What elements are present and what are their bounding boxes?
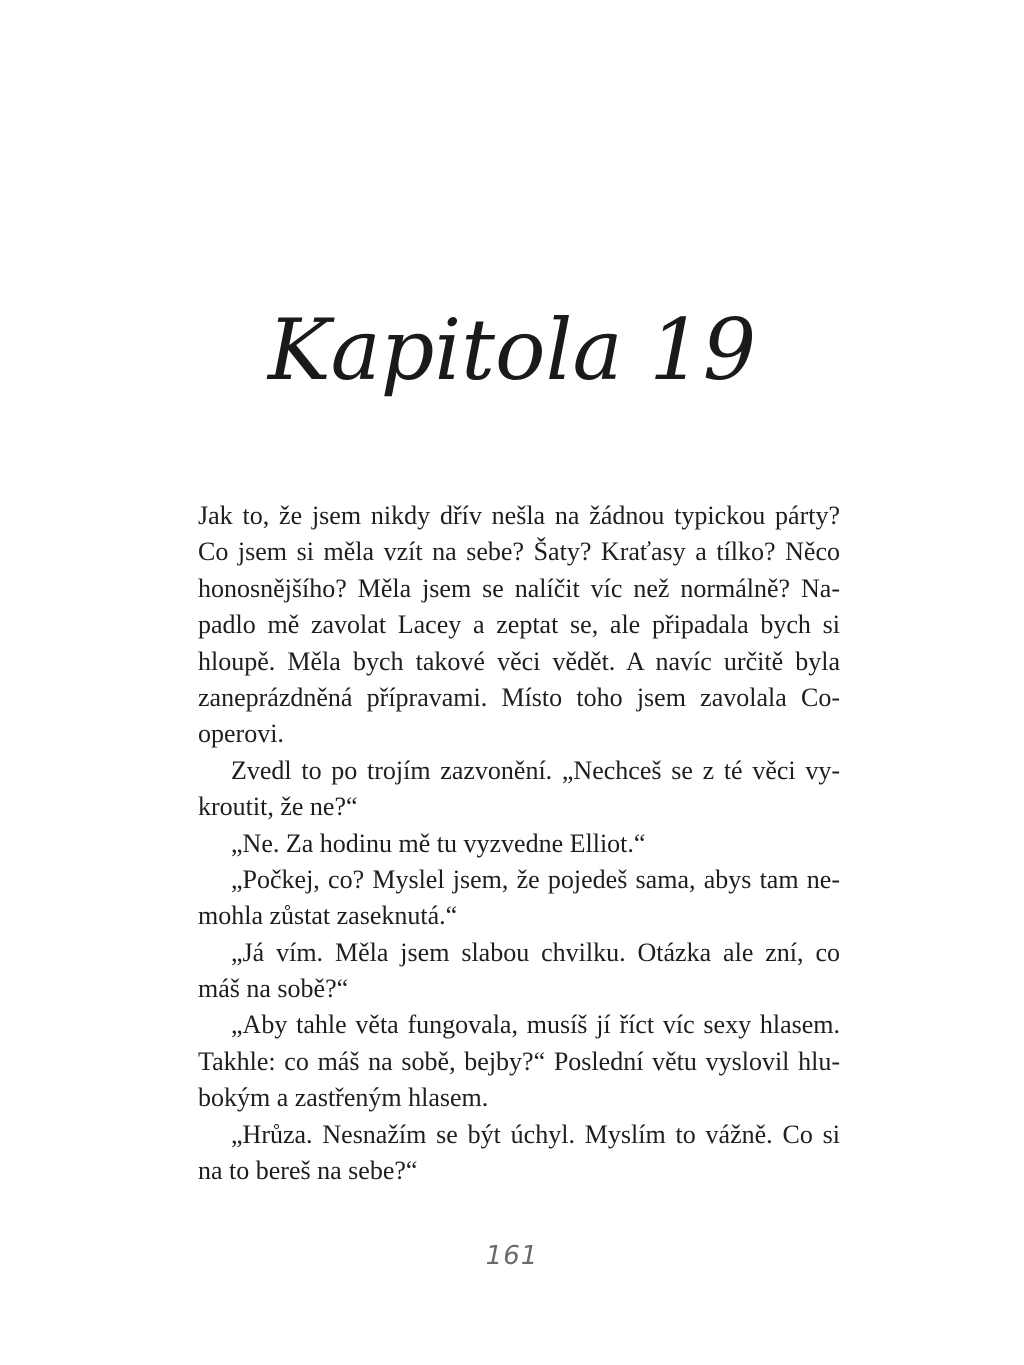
text-line: zaneprázdněná přípravami. Místo toho jsem zavolala Co- — [198, 682, 840, 712]
text-line: hloupě. Měla bych takové věci vědět. A navíc určitě byla — [198, 646, 840, 676]
text-line: padlo mě zavolat Lacey a zeptat se, ale připadala bych si — [198, 610, 840, 640]
text-line: „Počkej, co? Myslel jsem, že pojedeš sama, abys tam ne- — [231, 864, 840, 894]
text-line: „Ne. Za hodinu mě tu vyzvedne Elliot.“ — [231, 828, 646, 858]
body-text — [198, 498, 840, 1189]
text-line: „Hrůza. Nesnažím se být úchyl. Myslím to vážně. Co si — [231, 1119, 840, 1149]
page-number: 161 — [485, 1241, 539, 1271]
text-line: Takhle: co máš na sobě, bejby?“ Poslední větu vyslovil hlu- — [198, 1046, 840, 1076]
text-line: mohla zůstat zaseknutá.“ — [198, 901, 458, 931]
text-line: máš na sobě?“ — [198, 974, 349, 1004]
text-line: „Já vím. Měla jsem slabou chvilku. Otázka ale zní, co — [231, 937, 840, 967]
text-line: operovi. — [198, 719, 284, 749]
text-line: bokým a zastřeným hlasem. — [198, 1083, 489, 1113]
text-line: Zvedl to po trojím zazvonění. „Nechceš se z té věci vy- — [231, 755, 840, 785]
text-line: „Aby tahle věta fungovala, musíš jí říct víc sexy hlasem. — [231, 1010, 840, 1040]
text-line: kroutit, že ne?“ — [198, 792, 358, 822]
text-line: honosnějšího? Měla jsem se nalíčit víc než normálně? Na- — [198, 573, 840, 603]
chapter-title: Kapitola 19 — [267, 301, 757, 399]
text-line: Co jsem si měla vzít na sebe? Šaty? Kraťasy a tílko? Něco — [198, 537, 840, 567]
text-line: na to bereš na sebe?“ — [198, 1156, 418, 1186]
text-line: Jak to, že jsem nikdy dřív nešla na žádnou typickou párty? — [198, 501, 840, 530]
